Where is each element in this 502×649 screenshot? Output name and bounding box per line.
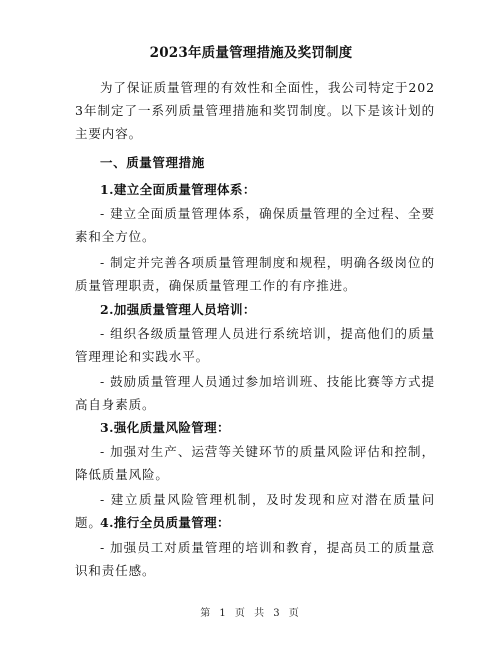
item-2-paragraph-1: - 组织各级质量管理人员进行系统培训，提高他们的质量管理理论和实践水平。 bbox=[75, 326, 435, 364]
item-1-paragraph-1: - 建立全面质量管理体系，确保质量管理的全过程、全要素和全方位。 bbox=[75, 206, 435, 244]
section-heading-quality-measures: 一、质量管理措施 bbox=[100, 155, 205, 170]
page-number-footer: 第 1 页 共 3 页 bbox=[200, 608, 302, 619]
item-heading-1: 1.建立全面质量管理体系： bbox=[100, 182, 256, 197]
item-heading-2: 2.加强质量管理人员培训： bbox=[100, 302, 256, 317]
item-3-paragraph-1: - 加强对生产、运营等关键环节的质量风险评估和控制，降低质量风险。 bbox=[75, 444, 435, 482]
item-4-paragraph-1: - 加强员工对质量管理的培训和教育，提高员工的质量意识和责任感。 bbox=[75, 540, 435, 578]
document-title: 2023年质量管理措施及奖罚制度 bbox=[149, 45, 353, 61]
item-2-paragraph-2: - 鼓励质量管理人员通过参加培训班、技能比赛等方式提高自身素质。 bbox=[75, 374, 435, 412]
intro-paragraph: 为了保证质量管理的有效性和全面性，我公司特定于2023年制定了一系列质量管理措施和奖罚制度。以下是该计划的主要内容。 bbox=[75, 80, 435, 141]
item-heading-4: 4.推行全员质量管理： bbox=[100, 515, 230, 530]
item-1-paragraph-2: - 制定并完善各项质量管理制度和规程，明确各级岗位的质量管理职责，确保质量管理工作的有序推进。 bbox=[75, 255, 435, 293]
item-3-paragraph-2: - 建立质量风险管理机制，及时发现和应对潜在质量问题。 bbox=[75, 492, 435, 530]
item-heading-3: 3.强化质量风险管理： bbox=[100, 420, 230, 435]
